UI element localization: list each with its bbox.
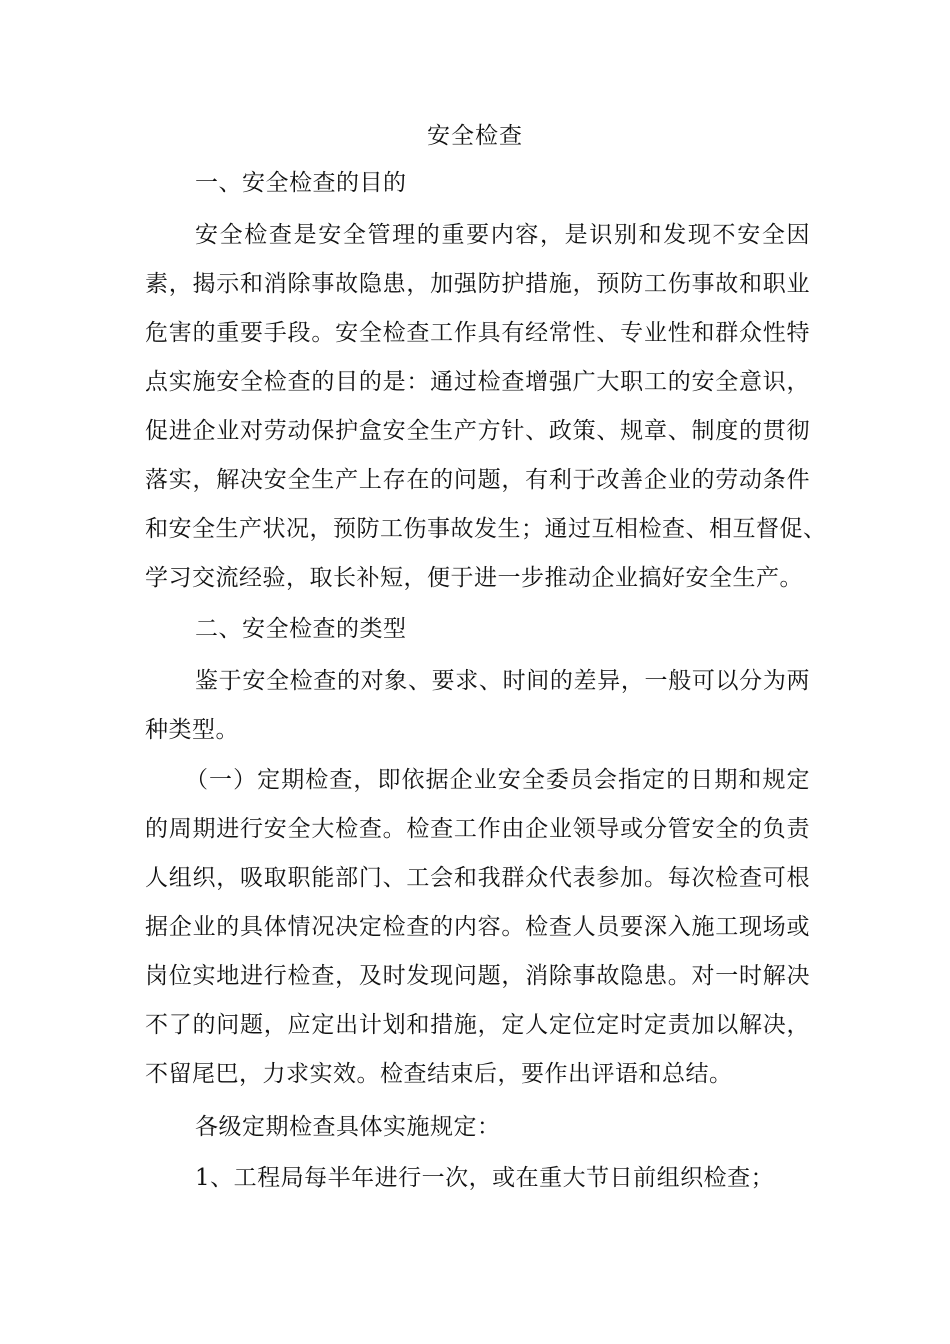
paragraph-line: 鉴于安全检查的对象、要求、时间的差异，一般可以分为两 [195, 668, 810, 694]
paragraph-line: 种类型。 [145, 717, 239, 743]
paragraph-line: 各级定期检查具体实施规定： [195, 1114, 501, 1140]
document-title: 安全检查 [427, 123, 523, 149]
paragraph-line: 学习交流经验，取长补短，便于进一步推动企业搞好安全生产。 [145, 565, 803, 591]
paragraph-line: 岗位实地进行检查，及时发现问题，消除事故隐患。对一时解决 [145, 963, 810, 989]
section-heading-types: 二、安全检查的类型 [195, 616, 407, 642]
paragraph-line: 不留尾巴，力求实效。检查结束后，要作出评语和总结。 [145, 1061, 733, 1087]
paragraph-line: 据企业的具体情况决定检查的内容。检查人员要深入施工现场或 [145, 914, 810, 940]
paragraph-line: 的周期进行安全大检查。检查工作由企业领导或分管安全的负责 [145, 816, 810, 842]
paragraph-line: 人组织，吸取职能部门、工会和我群众代表参加。每次检查可根 [145, 865, 810, 891]
paragraph-line: 和安全生产状况，预防工伤事故发生；通过互相检查、相互督促、 [145, 516, 827, 542]
paragraph-line: 危害的重要手段。安全检查工作具有经常性、专业性和群众性特 [145, 320, 810, 346]
paragraph-line: （一）定期检查，即依据企业安全委员会指定的日期和规定 [185, 767, 810, 793]
paragraph-line: 落实，解决安全生产上存在的问题，有利于改善企业的劳动条件 [145, 467, 810, 493]
paragraph-line: 素，揭示和消除事故隐患，加强防护措施，预防工伤事故和职业 [145, 271, 810, 297]
paragraph-line: 点实施安全检查的目的是：通过检查增强广大职工的安全意识， [145, 369, 810, 395]
paragraph-line: 安全检查是安全管理的重要内容，是识别和发现不安全因 [195, 222, 810, 248]
paragraph-line: 促进企业对劳动保护盒安全生产方针、政策、规章、制度的贯彻 [145, 418, 810, 444]
section-heading-purpose: 一、安全检查的目的 [195, 170, 407, 196]
paragraph-line: 不了的问题，应定出计划和措施，定人定位定时定责加以解决， [145, 1012, 810, 1038]
list-item: 1、工程局每半年进行一次，或在重大节日前组织检查； [195, 1165, 775, 1191]
